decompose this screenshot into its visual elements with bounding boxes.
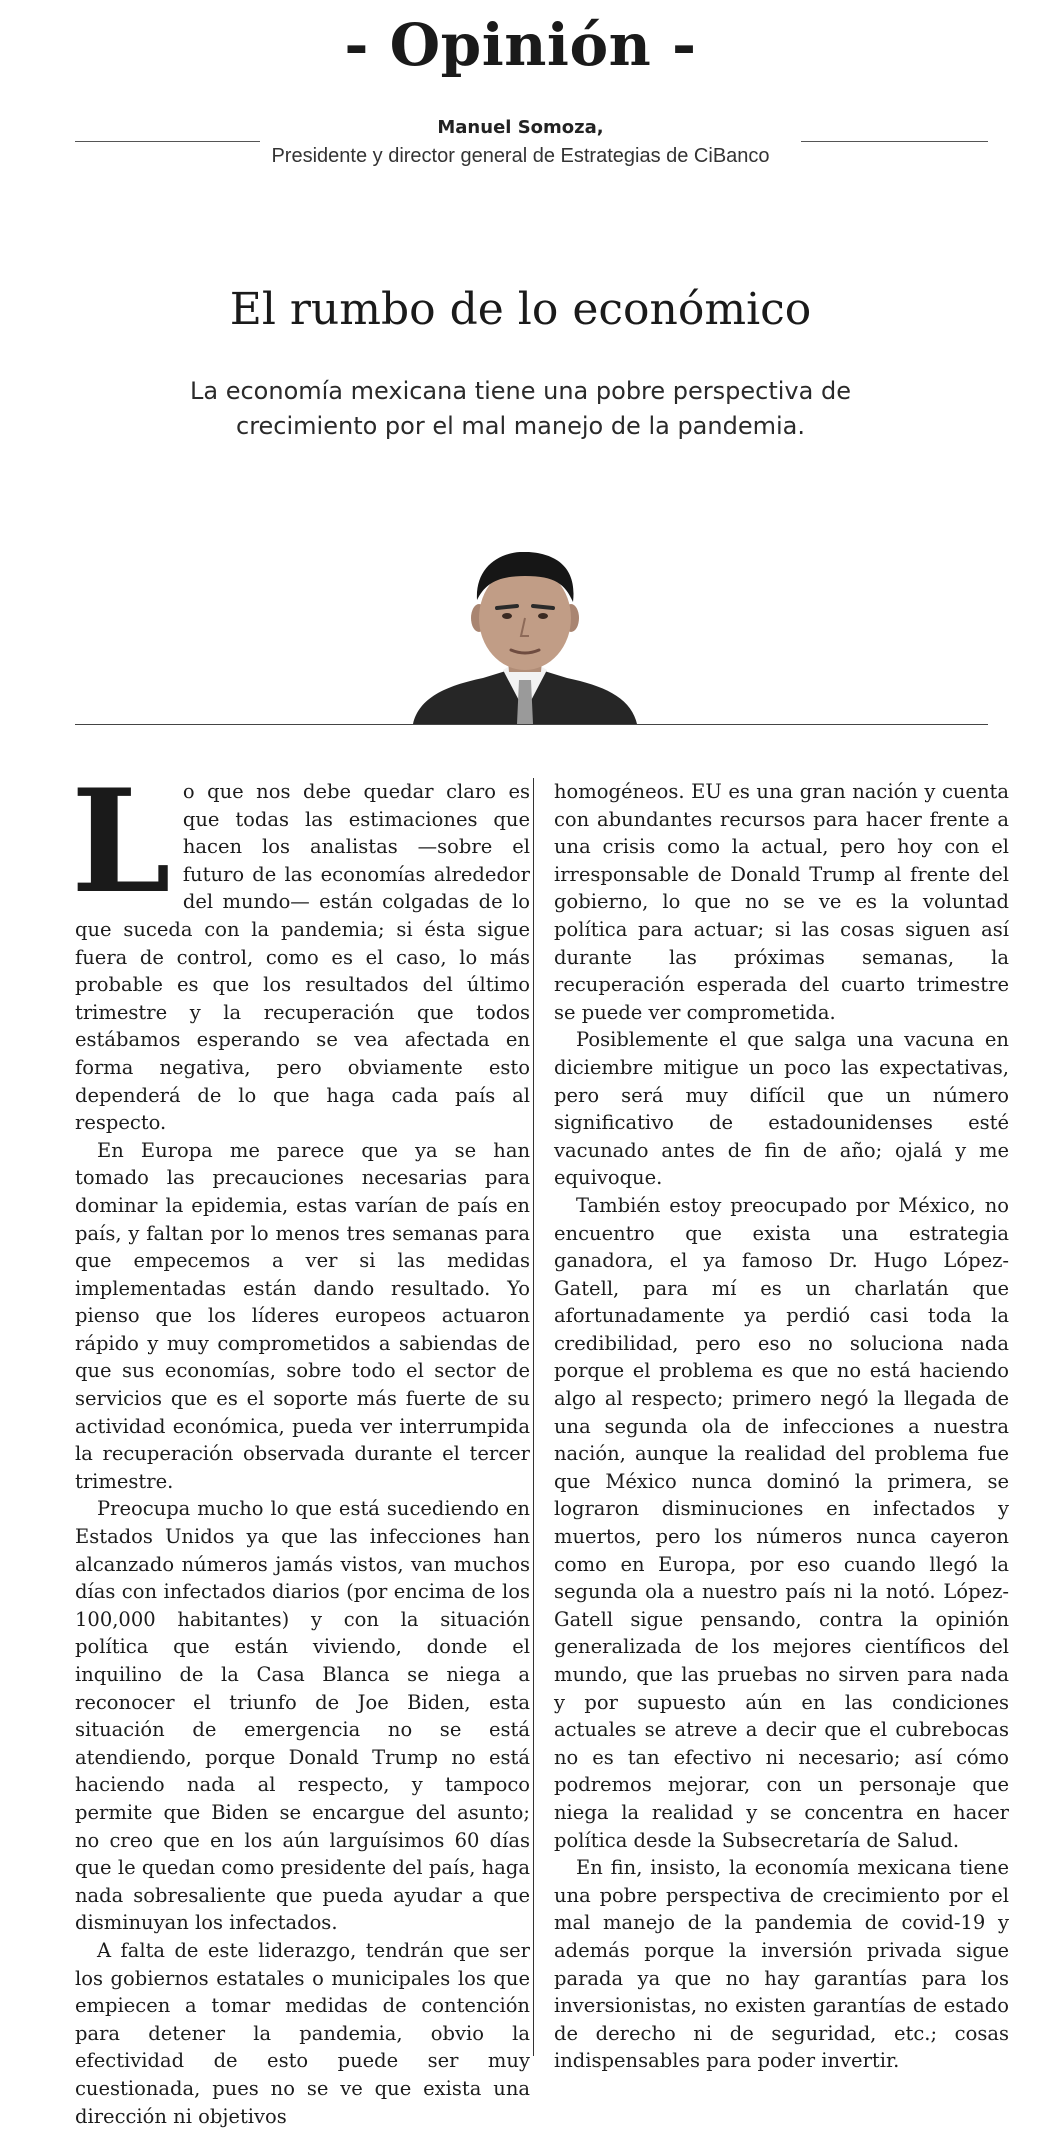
article-paragraph: También estoy preocupado por México, no encuentro que exista una estrategia ganadora, el ya famoso Dr. Hugo López-Gatell, para mí es un charlatán que afortunadamente ya perdió casi toda la credibilidad, pero eso no soluciona nada porque el problema es que no está haciendo algo al respecto; primero negó la llegada de una segunda ola de infecciones a nuestra nación, aunque la realidad del problema fue que México nunca dominó la primera, se lograron disminuciones en infectados y muertos, pero los números nunca cayeron como en Europa, por eso cuando llegó la segunda ola a nuestro país ni la notó. López- Gatell sigue pensando, contra la opinión generalizada de los mejores científicos del mundo, que las pruebas no sirven para nada y por supuesto aún en las condiciones actuales se atreve a decir que el cubrebocas no es tan efectivo ni necesario; así cómo podremos mejorar, con un personaje que niega la realidad y se concentra en hacer política desde la Subsecretaría de Salud.	[554, 1193, 1009, 1852]
header-rule-right	[801, 141, 988, 142]
portrait-rule	[75, 724, 988, 725]
article-column-right	[554, 778, 1009, 2075]
author-portrait	[405, 552, 645, 724]
header-rule-left	[75, 141, 260, 142]
article-column-left	[71, 759, 530, 2130]
author-role: Presidente y director general de Estrategias de CiBanco	[271, 145, 770, 167]
article-paragraph: Lo que nos debe quedar claro es que todas las estimaciones que hacen los analistas —sobre el futuro de las economías alrededor del mundo— están colgadas de lo que suceda con la pandemia; si ésta sigue fuera de control, como es el caso, lo más probable es que los resultados del último trimestre y la recuperación que todos estábamos esperando se vea afectada en forma negativa, pero obviamente esto dependerá de lo que haga cada país al respecto.	[71, 759, 530, 1135]
section-title: - Opinión -	[344, 11, 697, 79]
article-headline: El rumbo de lo económico	[229, 284, 812, 335]
article-paragraph: Posiblemente el que salga una vacuna en diciembre mitigue un poco las expectativas, pero será muy difícil que un número significativo de estadounidenses esté vacunado antes de fin de año; ojalá y me equivoque.	[554, 1028, 1009, 1190]
article-paragraph: En Europa me parece que ya se han tomado las precauciones necesarias para dominar la epidemia, estas varían de país en país, y faltan por lo menos tres semanas para que empecemos a ver si las medidas implementadas están dando resultado. Yo pienso que los líderes europeos actuaron rápido y muy comprometidos a sabiendas de que sus economías, sobre todo el sector de servicios que es el soporte más fuerte de su actividad económica, pueda ver interrumpida la recuperación observada durante el tercer trimestre.	[75, 1138, 530, 1493]
article-paragraph: Preocupa mucho lo que está sucediendo en Estados Unidos ya que las infecciones han alcanzado números jamás vistos, van muchos días con infectados diarios (por encima de los 100,000 habitantes) y con la situación política que están viviendo, donde el inquilino de la Casa Blanca se niega a reconocer el triunfo de Joe Biden, esta situación de emergencia no se está atendiendo, porque Donald Trump no está haciendo nada al respecto, y tampoco permite que Biden se encargue del asunto; no creo que en los aún larguísimos 60 días que le quedan como presidente del país, haga nada sobresaliente que pueda ayudar a que disminuyan los infectados.	[75, 1497, 530, 1935]
article-subheadline: La economía mexicana tiene una pobre perspectiva de crecimiento por el mal manejo de la pandemia.	[190, 377, 851, 440]
column-divider	[533, 778, 534, 2056]
drop-cap: L	[71, 759, 171, 925]
article-paragraph: En fin, insisto, la economía mexicana tiene una pobre perspectiva de crecimiento por el mal manejo de la pandemia de covid-19 y además porque la inversión privada sigue parada ya que no hay garantías para los inversionistas, no existen garantías de estado de derecho ni de seguridad, etc.; cosas indispensables para poder invertir.	[554, 1856, 1009, 2073]
author-name: Manuel Somoza,	[437, 117, 604, 138]
article-paragraph: homogéneos. EU es una gran nación y cuenta con abundantes recursos para hacer frente a una crisis como la actual, pero hoy con el irresponsable de Donald Trump al frente del gobierno, lo que no se ve es la voluntad política para actuar; si las cosas siguen así durante las próximas semanas, la recuperación esperada del cuarto trimestre se puede ver comprometida.	[554, 780, 1009, 1024]
article-paragraph: A falta de este liderazgo, tendrán que ser los gobiernos estatales o municipales los que empiecen a tomar medidas de contención para detener la pandemia, obvio la efectividad de esto puede ser muy cuestionada, pues no se ve que exista una dirección ni objetivos	[75, 1938, 530, 2128]
